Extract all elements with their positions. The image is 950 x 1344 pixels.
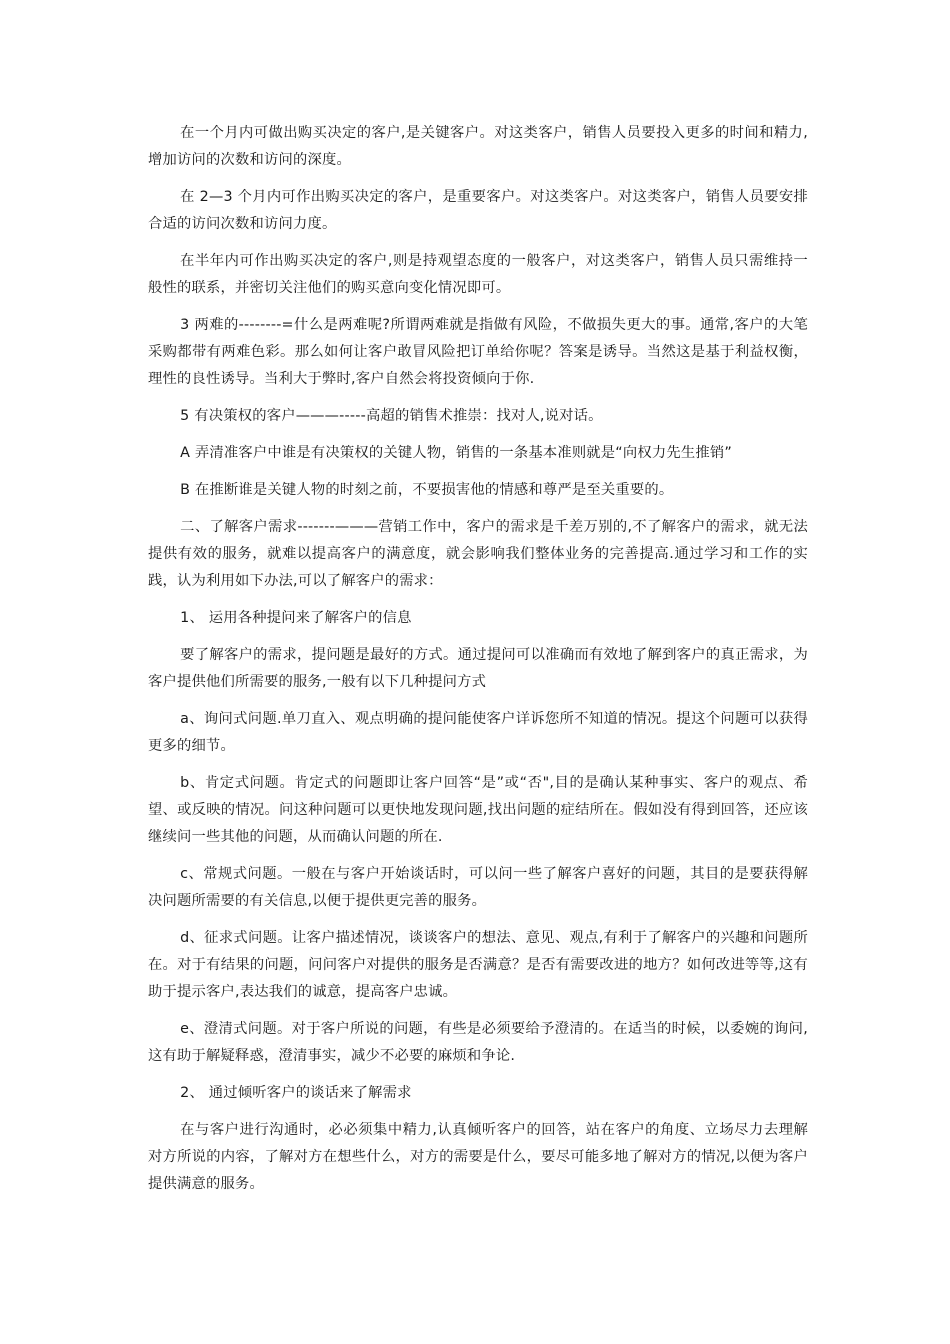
document-page (148, 120, 808, 1208)
paragraph-question-e: e、澄清式问题。对于客户所说的问题，有些是必须要给予澄清的。在适当的时候，以委婉的询问,这有助于解疑释惑，澄清事实，减少不必要的麻烦和争论. (148, 1021, 808, 1064)
paragraph-question-c: c、常规式问题。一般在与客户开始谈话时，可以问一些了解客户喜好的问题，其目的是要获得解决问题所需要的有关信息,以便于提供更完善的服务。 (148, 866, 808, 909)
paragraph-section-two: 二、了解客户需求-------———营销工作中，客户的需求是千差万别的,不了解客户的需求，就无法提供有效的服务，就难以提高客户的满意度，就会影响我们整体业务的完善提高.通过学习和工作的实践，认为利用如下办法,可以了解客户的需求： (148, 519, 808, 589)
paragraph-listening: 在与客户进行沟通时，必必须集中精力,认真倾听客户的回答，站在客户的角度、立场尽力去理解对方所说的内容，了解对方在想些什么，对方的需要是什么，要尽可能多地了解对方的情况,以便为客户提供满意的服务。 (148, 1122, 808, 1192)
paragraph-important-customers: 在 2—3 个月内可作出购买决定的客户，是重要客户。对这类客户。对这类客户，销售人员要安排合适的访问次数和访问力度。 (148, 189, 808, 232)
paragraph-dilemma: 3 两难的--------=什么是两难呢?所谓两难就是指做有风险，不做损失更大的事。通常,客户的大笔采购都带有两难色彩。那么如何让客户敢冒风险把订单给你呢？答案是诱导。当然这是基于利益权衡，理性的良性诱导。当利大于弊时,客户自然会将投资倾向于你. (148, 317, 808, 387)
paragraph-general-customers: 在半年内可作出购买决定的客户,则是持观望态度的一般客户，对这类客户，销售人员只需维持一般性的联系，并密切关注他们的购买意向变化情况即可。 (148, 253, 808, 296)
paragraph-questioning-intro: 要了解客户的需求，提问题是最好的方式。通过提问可以准确而有效地了解到客户的真正需求，为客户提供他们所需要的服务,一般有以下几种提问方式 (148, 647, 808, 690)
paragraph-question-d: d、征求式问题。让客户描述情况，谈谈客户的想法、意见、观点,有利于了解客户的兴趣和问题所在。对于有结果的问题，问问客户对提供的服务是否满意？是否有需要改进的地方？如何改进等等,这有助于提示客户,表达我们的诚意，提高客户忠诚。 (148, 930, 808, 1000)
paragraph-item-b: B 在推断谁是关键人物的时刻之前，不要损害他的情感和尊严是至关重要的。 (180, 482, 674, 498)
paragraph-key-customers: 在一个月内可做出购买决定的客户,是关键客户。对这类客户，销售人员要投入更多的时间和精力,增加访问的次数和访问的深度。 (148, 125, 808, 168)
paragraph-question-b: b、肯定式问题。肯定式的问题即让客户回答“是”或“否",目的是确认某种事实、客户的观点、希望、或反映的情况。问这种问题可以更快地发现问题,找出问题的症结所在。假如没有得到回答，还应该继续问一些其他的问题，从而确认问题的所在. (148, 775, 808, 845)
paragraph-item-a: A 弄清准客户中谁是有决策权的关键人物，销售的一条基本准则就是“向权力先生推销” (180, 445, 732, 461)
heading-questioning: 1、 运用各种提问来了解客户的信息 (180, 610, 412, 626)
heading-listening: 2、 通过倾听客户的谈话来了解需求 (180, 1085, 412, 1101)
paragraph-question-a: a、询问式问题.单刀直入、观点明确的提问能使客户详诉您所不知道的情况。提这个问题可以获得更多的细节。 (148, 711, 808, 754)
paragraph-decision-maker: 5 有决策权的客户———-----高超的销售术推崇：找对人,说对话。 (180, 408, 603, 424)
